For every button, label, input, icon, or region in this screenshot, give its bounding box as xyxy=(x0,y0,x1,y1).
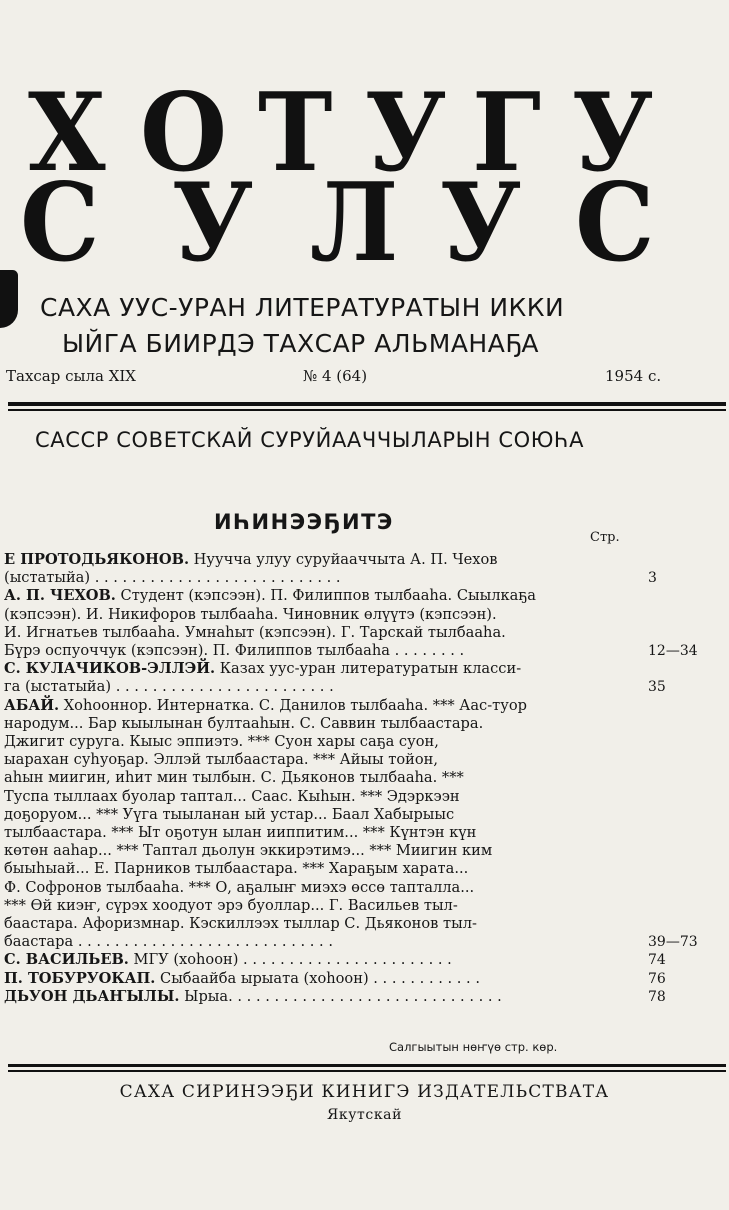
issue-year-series: Тахсар сыла XIX xyxy=(6,367,136,385)
toc-entry xyxy=(4,587,698,660)
subtitle-line2: ЫЙГА БИИРДЭ ТАХСАР АЛЬМАНАҔА xyxy=(62,329,540,358)
title-letter: С xyxy=(20,158,100,286)
title-letter: Л xyxy=(310,158,399,286)
continued-note: Салгыытын нөҥүө стр. көр. xyxy=(389,1040,558,1054)
contents-heading: ИҺИНЭЭҔИТЭ xyxy=(214,510,394,534)
publisher-name: САХА СИРИНЭЭҔИ КИНИГЭ ИЗДАТЕЛЬСТВАТА xyxy=(119,1082,610,1102)
toc-entry xyxy=(4,660,666,696)
toc-author: ДЬУОН ДЬАҤЫЛЫ. xyxy=(4,987,180,1005)
publisher-city: Якутскай xyxy=(326,1107,403,1123)
subtitle-line1: САХА УУС-УРАН ЛИТЕРАТУРАТЫН ИККИ xyxy=(40,293,565,322)
table-of-contents xyxy=(4,551,698,1006)
toc-entry-text: Сыбаайба ырыата (хоһоон) . . . . . . . . . . . . xyxy=(155,969,480,987)
toc-entry-text: Казах уус-уран литературатын класси- га (ыстатыйа) . . . . . . . . . . . . . . . . . . . . . . . . xyxy=(4,660,522,696)
double-rule-bottom xyxy=(8,409,726,411)
title-letter: О xyxy=(140,68,228,196)
title-letter: Х xyxy=(28,68,106,196)
toc-entry-text: Хоһооннор. Интернатка. С. Данилов тылбааһа. *** Аас-туор народум... Бар кыылынан бултааһын. С. Саввин тылбаастара. Джигит суруга. Кыыс эппиэтэ. *** Суон хары саҕа суон, ыарахан суһуоҕар. Эллэй тылбаастара. *** Айыы тойон, аһын миигин, иһит мин тылбын. С. Дьяконов тылбааһа. *** Туспа тыллаах буолар таптал... Саас. Кыһын. *** Эдэркээн доҕоруом... *** Уүга тыыланан ый устар... Баал Хабырыыс тылбаастара. *** Ыт оҕотун ылан ииппитим... *** Күнтэн күн көтөн ааһар... *** Таптал дьолун эккирэтимэ... *** Миигин ким быыһыай... Е. Парников тылбаастара. *** Хараҕым харата... Ф. Софронов тылбааһа. *** О, аҕалыҥ миэхэ өссө тапталла... *** Өй киэҥ, сүрэх хоодуот эрэ буоллар... Г. Васильев тыл- баастара. Афоризмнар. Кэскиллээх тыллар С. Дьяконов тыл- баастара . . . . . . . . . . . . . . . . . . . . . . . . . . . . xyxy=(4,696,527,951)
toc-page-number: 12—34 xyxy=(648,643,698,660)
title-letter: У xyxy=(572,68,654,196)
double-rule-bottom-lower xyxy=(8,1070,726,1072)
title-letter: У xyxy=(172,158,254,286)
toc-author: А. П. ЧЕХОВ. xyxy=(4,587,116,605)
toc-entry-text: МГУ (хоһоон) . . . . . . . . . . . . . . . . . . . . . . . xyxy=(128,951,452,969)
double-rule-top-lower xyxy=(8,1064,726,1067)
issue-info-row xyxy=(0,367,729,389)
toc-page-number: 78 xyxy=(648,988,666,1005)
toc-entry-text: Студент (кэпсээн). П. Филиппов тылбааһа. Сыылкаҕа (кэпсээн). И. Никифоров тылбааһа. Чиновник өлүүтэ (кэпсээн). И. Игнатьев тылбааһа. Умнаһыт (кэпсээн). Г. Тарскай тылбааһа. Бүрэ оспуоччук (кэпсээн). П. Филиппов тылбааһа . . . . . . . . xyxy=(4,587,536,660)
double-rule-top xyxy=(8,402,726,406)
toc-entry xyxy=(4,696,698,952)
toc-page-number: 39—73 xyxy=(648,934,698,951)
toc-entry-text: Нуучча улуу суруйааччыта А. П. Чехов (ыстатыйа) . . . . . . . . . . . . . . . . . . . . . . . . . . . xyxy=(4,551,498,587)
toc-page-number: 76 xyxy=(648,970,666,987)
toc-page-number: 35 xyxy=(648,679,666,696)
masthead-subtitle xyxy=(40,290,720,362)
issue-year: 1954 с. xyxy=(605,367,662,385)
toc-author: Е ПРОТОДЬЯКОНОВ. xyxy=(4,551,190,568)
title-letter: Г xyxy=(472,68,542,196)
toc-page-number: 74 xyxy=(648,952,666,969)
title-letter: У xyxy=(365,68,447,196)
title-letter: У xyxy=(440,158,522,286)
masthead-title-line2 xyxy=(0,158,729,286)
toc-entry xyxy=(4,969,666,988)
toc-author: С. ВАСИЛЬЕВ. xyxy=(4,951,129,969)
page-column-label: Стр. xyxy=(590,530,620,545)
toc-author: С. КУЛАЧИКОВ-ЭЛЛЭЙ. xyxy=(4,660,216,678)
issue-number: № 4 (64) xyxy=(303,367,368,385)
toc-author: П. ТОБУРУОКАП. xyxy=(4,969,156,987)
writers-union-line: САССР СОВЕТСКАЙ СУРУЙААЧЧЫЛАРЫН СОЮҺА xyxy=(35,428,585,452)
toc-entry xyxy=(4,951,666,969)
toc-entry xyxy=(4,551,657,587)
toc-entry xyxy=(4,987,666,1006)
toc-page-number: 3 xyxy=(648,570,657,587)
title-letter: С xyxy=(575,158,655,286)
title-letter: Т xyxy=(258,68,333,196)
toc-entry-text: Ырыа. . . . . . . . . . . . . . . . . . . . . . . . . . . . . . xyxy=(179,987,502,1005)
toc-author: АБАЙ. xyxy=(4,696,60,714)
